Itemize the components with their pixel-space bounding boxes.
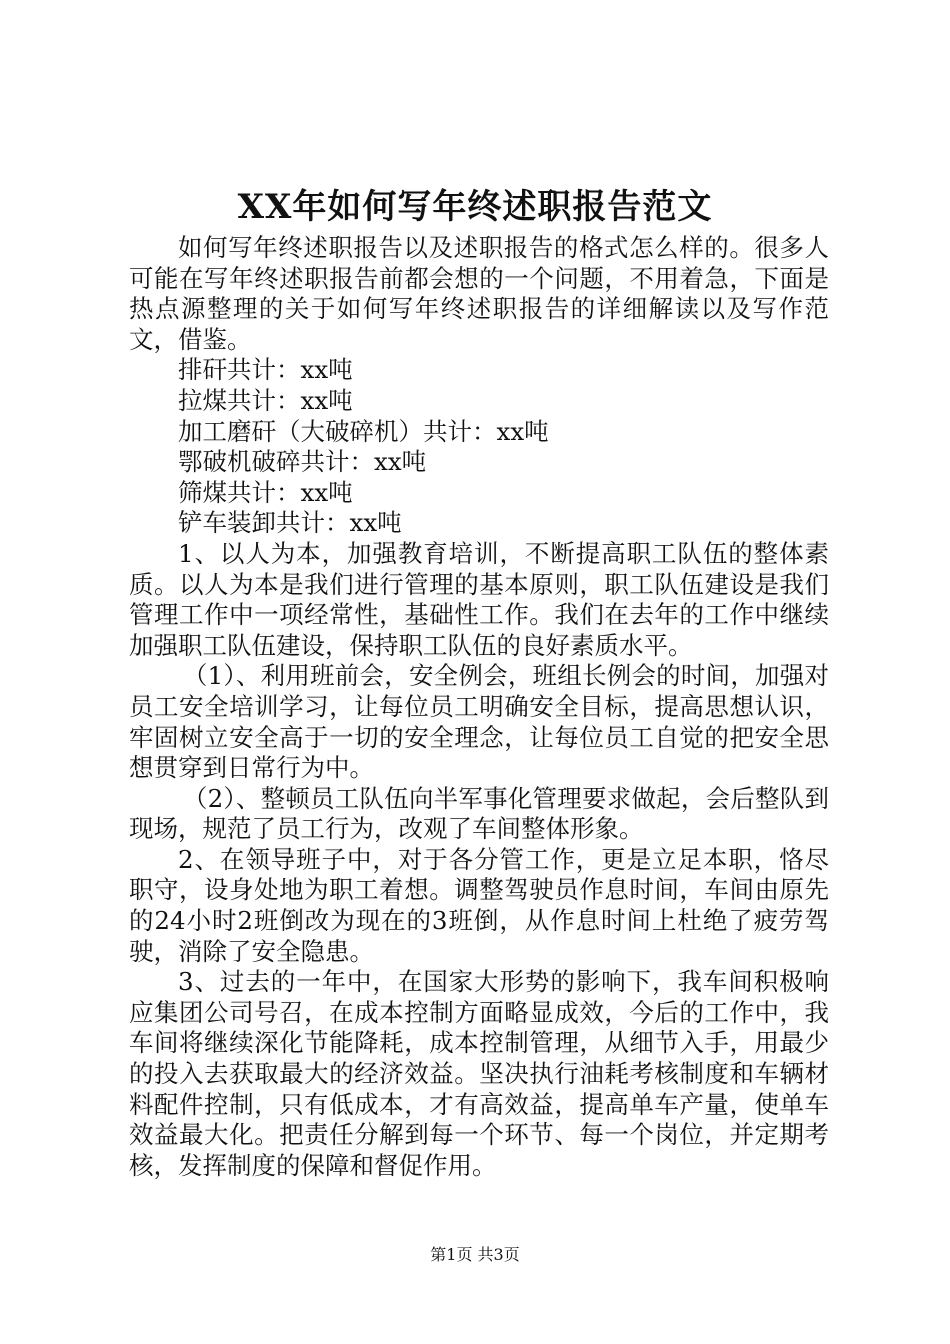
paragraph-point-1-sub-1: （1）、利用班前会，安全例会，班组长例会的时间，加强对员工安全培训学习，让每位员工明确安全目标，提高思想认识，牢固树立安全高于一切的安全理念，让每位员工自觉的把安全思想贯穿到日常行为中。	[129, 661, 829, 783]
paragraph-stat-lamei: 拉煤共计：xx吨	[178, 385, 353, 415]
paragraph-intro: 如何写年终述职报告以及述职报告的格式怎么样的。很多人可能在写年终述职报告前都会想的一个问题，不用着急，下面是热点源整理的关于如何写年终述职报告的详细解读以及写作范文，借鉴。	[129, 233, 829, 354]
document-title: XX年如何写年终述职报告范文	[237, 187, 713, 227]
paragraph-stat-shaimei: 筛煤共计：xx吨	[178, 477, 353, 507]
paragraph-stat-mogan: 加工磨矸（大破碎机）共计：xx吨	[178, 416, 549, 446]
paragraph-stat-chanche: 铲车装卸共计：xx吨	[178, 508, 402, 538]
paragraph-point-1-sub-2: （2）、整顿员工队伍向半军事化管理要求做起，会后整队到现场，规范了员工行为，改观了车间整体形象。	[129, 783, 829, 844]
paragraph-point-2: 2、在领导班子中，对于各分管工作，更是立足本职，恪尽职守，设身处地为职工着想。调整驾驶员作息时间，车间由原先的24小时2班倒改为现在的3班倒，从作息时间上杜绝了疲劳驾驶，消除了安全隐患。	[129, 844, 829, 966]
paragraph-point-1: 1、以人为本，加强教育培训，不断提高职工队伍的整体素质。以人为本是我们进行管理的基本原则，职工队伍建设是我们管理工作中一项经常性，基础性工作。我们在去年的工作中继续加强职工队伍建设，保持职工队伍的良好素质水平。	[129, 538, 829, 660]
paragraph-stat-paigan: 排矸共计：xx吨	[178, 355, 353, 385]
document-body	[129, 233, 829, 1181]
page-number-footer: 第1页 共3页	[430, 1245, 520, 1264]
paragraph-stat-epoji: 鄂破机破碎共计：xx吨	[178, 447, 427, 477]
paragraph-point-3: 3、过去的一年中，在国家大形势的影响下，我车间积极响应集团公司号召，在成本控制方面略显成效，今后的工作中，我车间将继续深化节能降耗，成本控制管理，从细节入手，用最少的投入去获取最大的经济效益。坚决执行油耗考核制度和车辆材料配件控制，只有低成本，才有高效益，提高单车产量，使单车效益最大化。把责任分解到每一个环节、每一个岗位，并定期考核，发挥制度的保障和督促作用。	[129, 967, 829, 1180]
